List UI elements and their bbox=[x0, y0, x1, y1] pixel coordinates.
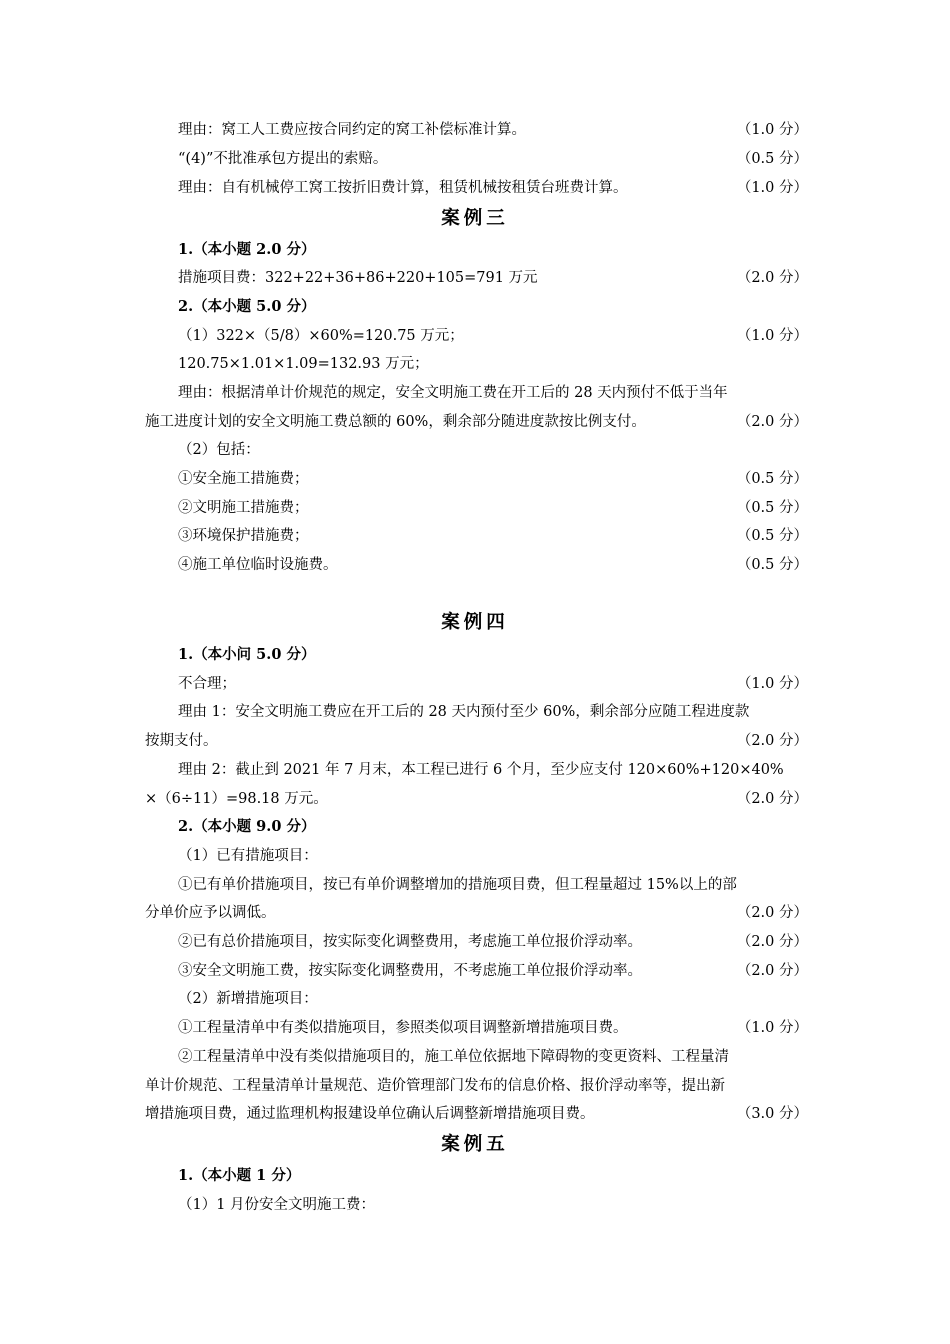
line-text: ②文明施工措施费； bbox=[178, 500, 309, 516]
text-line bbox=[0, 729, 950, 753]
line-text: 不合理； bbox=[178, 676, 236, 692]
score-label: （2.0 分） bbox=[736, 733, 808, 749]
question-title: 1.（本小问 5.0 分） bbox=[178, 646, 316, 663]
score-label: （2.0 分） bbox=[736, 905, 808, 921]
line-text: ①安全施工措施费； bbox=[178, 471, 309, 487]
text-line bbox=[0, 1102, 950, 1126]
score-label: （2.0 分） bbox=[736, 270, 808, 286]
case-heading: 案例四 bbox=[441, 612, 509, 633]
text-line bbox=[0, 1074, 950, 1098]
line-text: 理由：根据清单计价规范的规定，安全文明施工费在开工后的 28 天内预付不低于当年 bbox=[178, 385, 728, 401]
score-label: （0.5 分） bbox=[736, 471, 808, 487]
score-label: （2.0 分） bbox=[736, 963, 808, 979]
text-line bbox=[0, 118, 950, 142]
question-heading bbox=[0, 643, 950, 667]
score-label: （1.0 分） bbox=[736, 1020, 808, 1036]
text-line bbox=[0, 1045, 950, 1069]
text-line bbox=[0, 700, 950, 724]
text-line bbox=[0, 324, 950, 348]
line-text: （1）已有措施项目： bbox=[178, 848, 318, 864]
text-line bbox=[0, 901, 950, 925]
score-label: （2.0 分） bbox=[736, 791, 808, 807]
text-line bbox=[0, 410, 950, 434]
score-label: （0.5 分） bbox=[736, 500, 808, 516]
line-text: ②已有总价措施项目，按实际变化调整费用，考虑施工单位报价浮动率。 bbox=[178, 934, 642, 950]
line-text: ③环境保护措施费； bbox=[178, 528, 309, 544]
line-text: ①已有单价措施项目，按已有单价调整增加的措施项目费，但工程量超过 15%以上的部 bbox=[178, 877, 737, 893]
text-line bbox=[0, 873, 950, 897]
text-line bbox=[0, 787, 950, 811]
question-heading bbox=[0, 1164, 950, 1188]
line-text: 分单价应予以调低。 bbox=[145, 905, 276, 921]
score-label: （0.5 分） bbox=[736, 557, 808, 573]
text-line bbox=[0, 496, 950, 520]
line-text: 120.75×1.01×1.09=132.93 万元； bbox=[178, 356, 429, 372]
score-label: （1.0 分） bbox=[736, 676, 808, 692]
text-line bbox=[0, 844, 950, 868]
line-text: 施工进度计划的安全文明施工费总额的 60%，剩余部分随进度款按比例支付。 bbox=[145, 414, 646, 430]
line-text: （1）322×（5/8）×60%=120.75 万元； bbox=[178, 328, 464, 344]
question-title: 2.（本小题 5.0 分） bbox=[178, 298, 316, 315]
line-text: 增措施项目费，通过监理机构报建设单位确认后调整新增措施项目费。 bbox=[145, 1106, 595, 1122]
question-title: 1.（本小题 2.0 分） bbox=[178, 241, 316, 258]
line-text: 理由 1：安全文明施工费应在开工后的 28 天内预付至少 60%，剩余部分应随工程进度款 bbox=[178, 704, 750, 720]
line-text: ③安全文明施工费，按实际变化调整费用，不考虑施工单位报价浮动率。 bbox=[178, 963, 642, 979]
text-line bbox=[0, 959, 950, 983]
case-heading: 案例三 bbox=[441, 208, 509, 229]
line-text: 按期支付。 bbox=[145, 733, 218, 749]
line-text: ×（6÷11）=98.18 万元。 bbox=[145, 791, 328, 807]
text-line bbox=[0, 672, 950, 696]
score-label: （2.0 分） bbox=[736, 414, 808, 430]
line-text: 理由：窝工人工费应按合同约定的窝工补偿标准计算。 bbox=[178, 122, 526, 138]
text-line bbox=[0, 381, 950, 405]
case-heading: 案例五 bbox=[441, 1134, 509, 1155]
question-heading bbox=[0, 295, 950, 319]
text-line bbox=[0, 266, 950, 290]
score-label: （0.5 分） bbox=[736, 528, 808, 544]
score-label: （1.0 分） bbox=[736, 180, 808, 196]
line-text: （2）包括： bbox=[178, 442, 260, 458]
question-title: 1.（本小题 1 分） bbox=[178, 1167, 301, 1184]
line-text: （2）新增措施项目： bbox=[178, 991, 318, 1007]
text-line bbox=[0, 147, 950, 171]
question-title: 2.（本小题 9.0 分） bbox=[178, 818, 316, 835]
line-text: 措施项目费：322+22+36+86+220+105=791 万元 bbox=[178, 270, 538, 286]
line-text: “(4)”不批准承包方提出的索赔。 bbox=[178, 151, 388, 167]
text-line bbox=[0, 467, 950, 491]
text-line bbox=[0, 553, 950, 577]
text-line bbox=[0, 987, 950, 1011]
text-line bbox=[0, 352, 950, 376]
line-text: ①工程量清单中有类似措施项目，参照类似项目调整新增措施项目费。 bbox=[178, 1020, 628, 1036]
text-line bbox=[0, 1016, 950, 1040]
question-heading bbox=[0, 238, 950, 262]
line-text: ②工程量清单中没有类似措施项目的，施工单位依据地下障碍物的变更资料、工程量清 bbox=[178, 1049, 729, 1065]
line-text: 单计价规范、工程量清单计量规范、造价管理部门发布的信息价格、报价浮动率等，提出新 bbox=[145, 1078, 725, 1094]
question-heading bbox=[0, 815, 950, 839]
text-line bbox=[0, 758, 950, 782]
text-line bbox=[0, 176, 950, 200]
line-text: 理由 2：截止到 2021 年 7 月末，本工程已进行 6 个月，至少应支付 120×60%+120×40% bbox=[178, 762, 784, 778]
line-text: （1）1 月份安全文明施工费： bbox=[178, 1197, 376, 1213]
text-line bbox=[0, 1193, 950, 1217]
text-line bbox=[0, 438, 950, 462]
score-label: （1.0 分） bbox=[736, 328, 808, 344]
score-label: （3.0 分） bbox=[736, 1106, 808, 1122]
line-text: 理由：自有机械停工窝工按折旧费计算，租赁机械按租赁台班费计算。 bbox=[178, 180, 628, 196]
text-line bbox=[0, 524, 950, 548]
score-label: （2.0 分） bbox=[736, 934, 808, 950]
line-text: ④施工单位临时设施费。 bbox=[178, 557, 338, 573]
text-line bbox=[0, 930, 950, 954]
score-label: （1.0 分） bbox=[736, 122, 808, 138]
score-label: （0.5 分） bbox=[736, 151, 808, 167]
